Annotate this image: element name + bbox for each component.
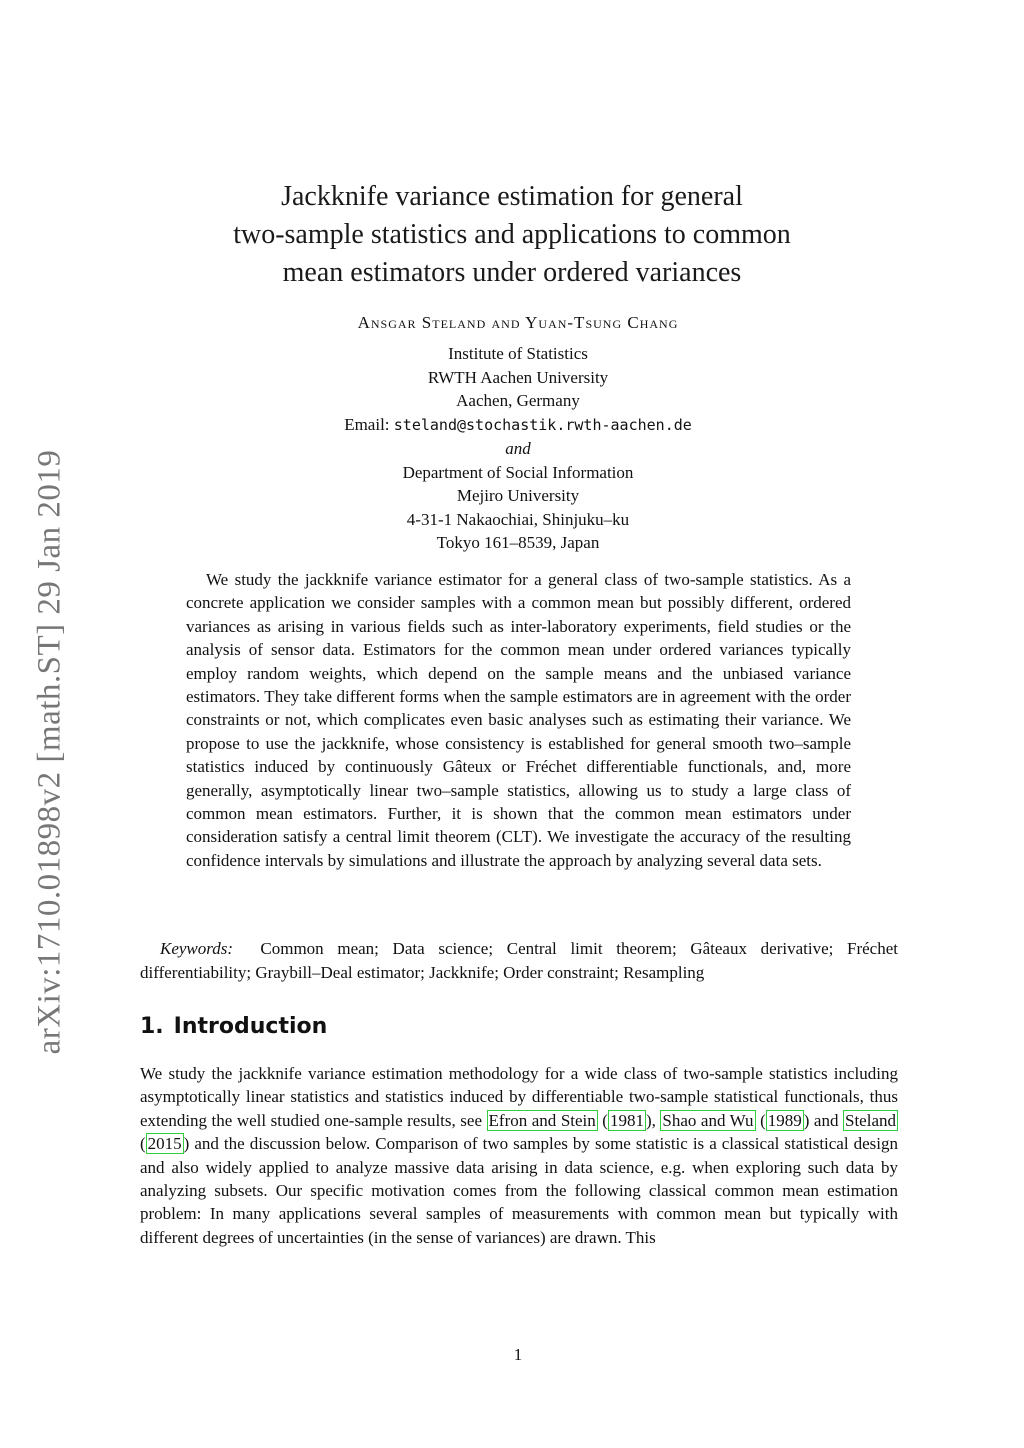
title-line: two-sample statistics and applications to common xyxy=(233,219,791,250)
affiliation-line: Aachen, Germany xyxy=(456,391,580,410)
affiliation-line: Institute of Statistics xyxy=(448,344,588,363)
affiliation-line: 4-31-1 Nakaochiai, Shinjuku–ku xyxy=(406,509,630,529)
intro-paragraph: We study the jackknife variance estimation methodology for a wide class of two-sample statistics including asymptotically linear statistics and statistics induced by differentiable two-sample statistical functionals, thus extending the well studied one-sample results, see Efron and Stein ( 1981 ), Shao and Wu ( 1989 ) and Steland ( 2015 ) and the discussion below. Comparison of two samples by some statistic is a classical statistical design and also widely applied to analyze massive data arising in data science, e.g. when exploring such data by analyzing subsets. Our specific motivation comes from the following classical common mean estimation problem: In many applications several samples of measurements with common mean but typically with different degrees of uncertainties (in the sense of variances) are drawn. This xyxy=(140,1064,898,1247)
intro-text: ) and the discussion below. Comparison of two samples by some statistic is a classical statistical design and also widely applied to analyze massive data arising in data science, e.g. when exploring such data by analyzing subsets. Our specific motivation comes from the following classical common mean estimation problem: In many applications several samples of measurements with common mean but typically with different degrees of uncertainties (in the sense of variances) are drawn. This xyxy=(140,1134,898,1247)
citation-year-link[interactable]: 1989 xyxy=(767,1110,802,1130)
keywords xyxy=(140,937,898,985)
citation-link-efron-stein[interactable]: Efron and Stein xyxy=(488,1110,596,1130)
title-line: mean estimators under ordered variances xyxy=(282,257,742,288)
keywords-text: Common mean; Data science; Central limit theorem; Gâteaux derivative; Fréchet differentiability; Graybill–Deal estimator; Jackknife; Order constraint; Resampling xyxy=(140,939,898,982)
citation-year-link[interactable]: 1981 xyxy=(609,1110,644,1130)
citation-year-link[interactable]: 2015 xyxy=(147,1134,182,1154)
affiliation-line: RWTH Aachen University xyxy=(427,367,609,387)
abstract: We study the jackknife variance estimator for a general class of two-sample statistics. As a concrete application we consider samples with a common mean but possibly different, ordered variances as arising in various fields such as inter-laboratory experiments, field studies or the analysis of sensor data. Estimators for the common mean under ordered variances typically employ random weights, which depend on the sample means and the unbiased variance estimators. They take different forms when the sample estimators are in agreement with the order constraints or not, which complicates even basic analyses such as estimating their variance. We propose to use the jackknife, whose consistency is established for general smooth two–sample statistics induced by continuously Gâteux or Fréchet differentiable functionals, and, more generally, asymptotically linear two–sample statistics, allowing us to study a large class of common mean estimators. Further, it is shown that the common mean estimators under consideration satisfy a central limit theorem (CLT). We investigate the accuracy of the resulting confidence intervals by simulations and illustrate the approach by analyzing several data sets. xyxy=(186,570,851,870)
affiliation-line: Mejiro University xyxy=(456,486,580,505)
email-label: Email: xyxy=(344,414,390,434)
affiliations xyxy=(0,342,1024,555)
and-separator: and xyxy=(505,439,531,458)
citation-link-shao-wu[interactable]: Shao and Wu xyxy=(662,1110,754,1130)
title-line: Jackknife variance estimation for general xyxy=(281,181,743,212)
author-list: Ansgar Steland and Yuan-Tsung Chang xyxy=(357,313,679,332)
email-line xyxy=(0,413,1024,438)
keywords-label: Keywords: xyxy=(160,939,234,958)
section-heading xyxy=(140,1014,327,1039)
intro-text: We study the jackknife variance estimation methodology for a wide class of two-sample statistics including asymptotically linear statistics and statistics induced by differentiable two-sample statistical functionals, thus extending the well studied one-sample results, see xyxy=(140,1064,898,1130)
affiliation-line: Tokyo 161–8539, Japan xyxy=(436,533,600,552)
paper-title xyxy=(0,178,1024,292)
affiliation-line: Department of Social Information xyxy=(402,462,634,482)
email-address[interactable]: steland@stochastik.rwth-aachen.de xyxy=(393,415,692,434)
citation-link-steland[interactable]: Steland xyxy=(845,1110,896,1130)
page-number: 1 xyxy=(513,1345,523,1364)
arxiv-identifier-stamp: arXiv:1710.01898v2 [math.ST] 29 Jan 2019 xyxy=(31,449,68,1055)
section-number: 1. xyxy=(140,1014,164,1039)
section-title: Introduction xyxy=(173,1014,328,1039)
